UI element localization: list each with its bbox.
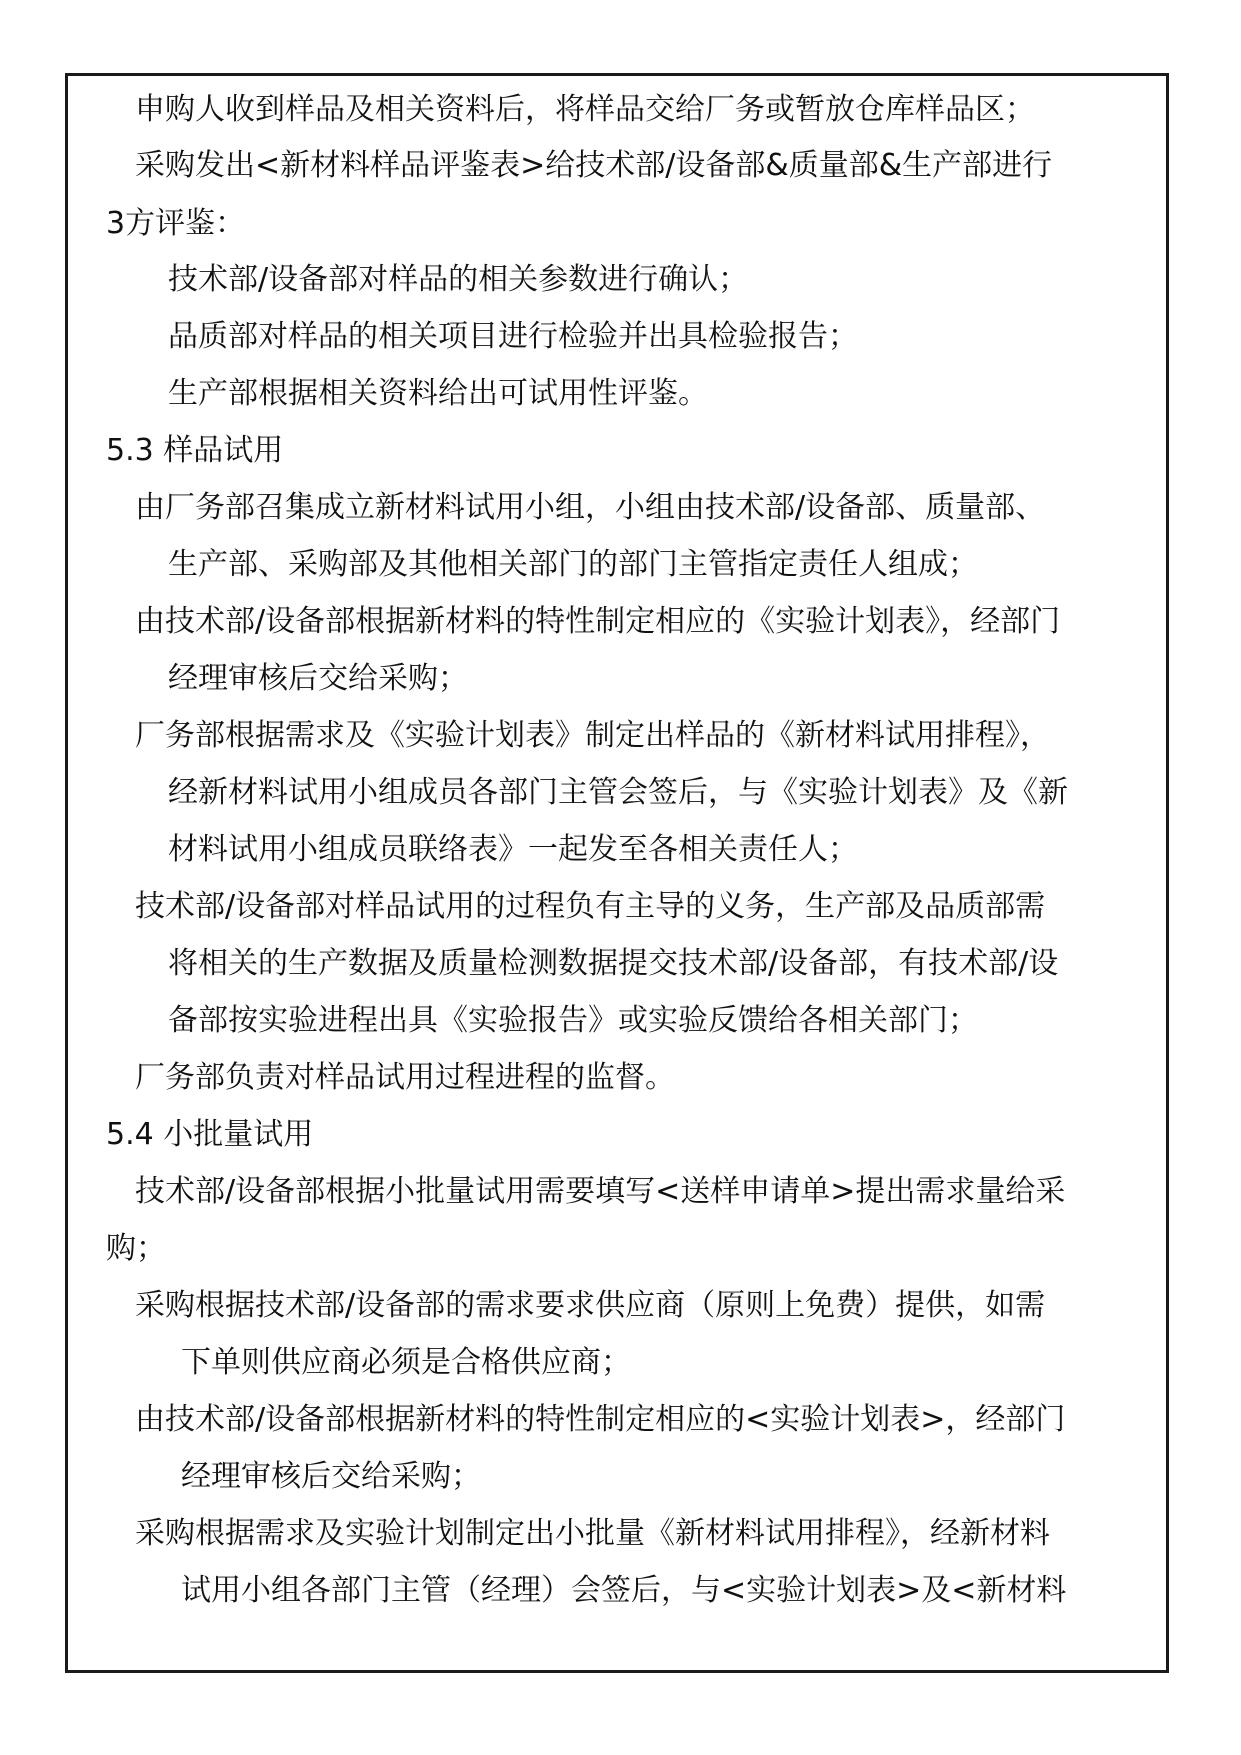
text-line: 技术部/设备部对样品的相关参数进行确认； [168, 262, 749, 297]
text-line: 生产部、采购部及其他相关部门的部门主管指定责任人组成； [168, 547, 978, 582]
text-line: 5.3 样品试用 [106, 433, 284, 468]
text-line: 由技术部/设备部根据新材料的特性制定相应的《实验计划表》，经部门 [135, 604, 1061, 639]
text-line: 采购根据技术部/设备部的需求要求供应商（原则上免费）提供，如需 [135, 1288, 1046, 1323]
text-line: 备部按实验进程出具《实验报告》或实验反馈给各相关部门； [168, 1003, 978, 1038]
text-line: 技术部/设备部根据小批量试用需要填写<送样申请单>提出需求量给采 [135, 1174, 1066, 1209]
text-line: 采购发出<新材料样品评鉴表>给技术部/设备部&质量部&生产部进行 [135, 148, 1053, 183]
text-line: 下单则供应商必须是合格供应商； [181, 1345, 631, 1380]
text-line: 将相关的生产数据及质量检测数据提交技术部/设备部，有技术部/设 [168, 946, 1059, 981]
text-line: 5.4 小批量试用 [106, 1117, 314, 1152]
text-line: 申购人收到样品及相关资料后，将样品交给厂务或暂放仓库样品区； [135, 92, 1035, 127]
text-line: 厂务部负责对样品试用过程进程的监督。 [135, 1060, 675, 1095]
text-line: 技术部/设备部对样品试用的过程负有主导的义务，生产部及品质部需 [135, 889, 1046, 924]
text-line: 试用小组各部门主管（经理）会签后，与<实验计划表>及<新材料 [181, 1573, 1067, 1608]
text-line: 购； [106, 1231, 166, 1266]
text-line: 厂务部根据需求及《实验计划表》制定出样品的《新材料试用排程》， [135, 718, 1050, 753]
text-line: 经理审核后交给采购； [168, 661, 468, 696]
text-line: 3方评鉴： [106, 206, 246, 241]
text-line: 经新材料试用小组成员各部门主管会签后，与《实验计划表》及《新 [168, 775, 1068, 810]
text-line: 由厂务部召集成立新材料试用小组，小组由技术部/设备部、质量部、 [135, 490, 1046, 525]
text-line: 生产部根据相关资料给出可试用性评鉴。 [168, 376, 708, 411]
text-line: 材料试用小组成员联络表》一起发至各相关责任人； [168, 832, 858, 867]
text-line: 采购根据需求及实验计划制定出小批量《新材料试用排程》，经新材料 [135, 1516, 1050, 1551]
text-line: 经理审核后交给采购； [181, 1459, 481, 1494]
text-line: 品质部对样品的相关项目进行检验并出具检验报告； [168, 319, 858, 354]
text-line: 由技术部/设备部根据新材料的特性制定相应的<实验计划表>，经部门 [135, 1402, 1066, 1437]
